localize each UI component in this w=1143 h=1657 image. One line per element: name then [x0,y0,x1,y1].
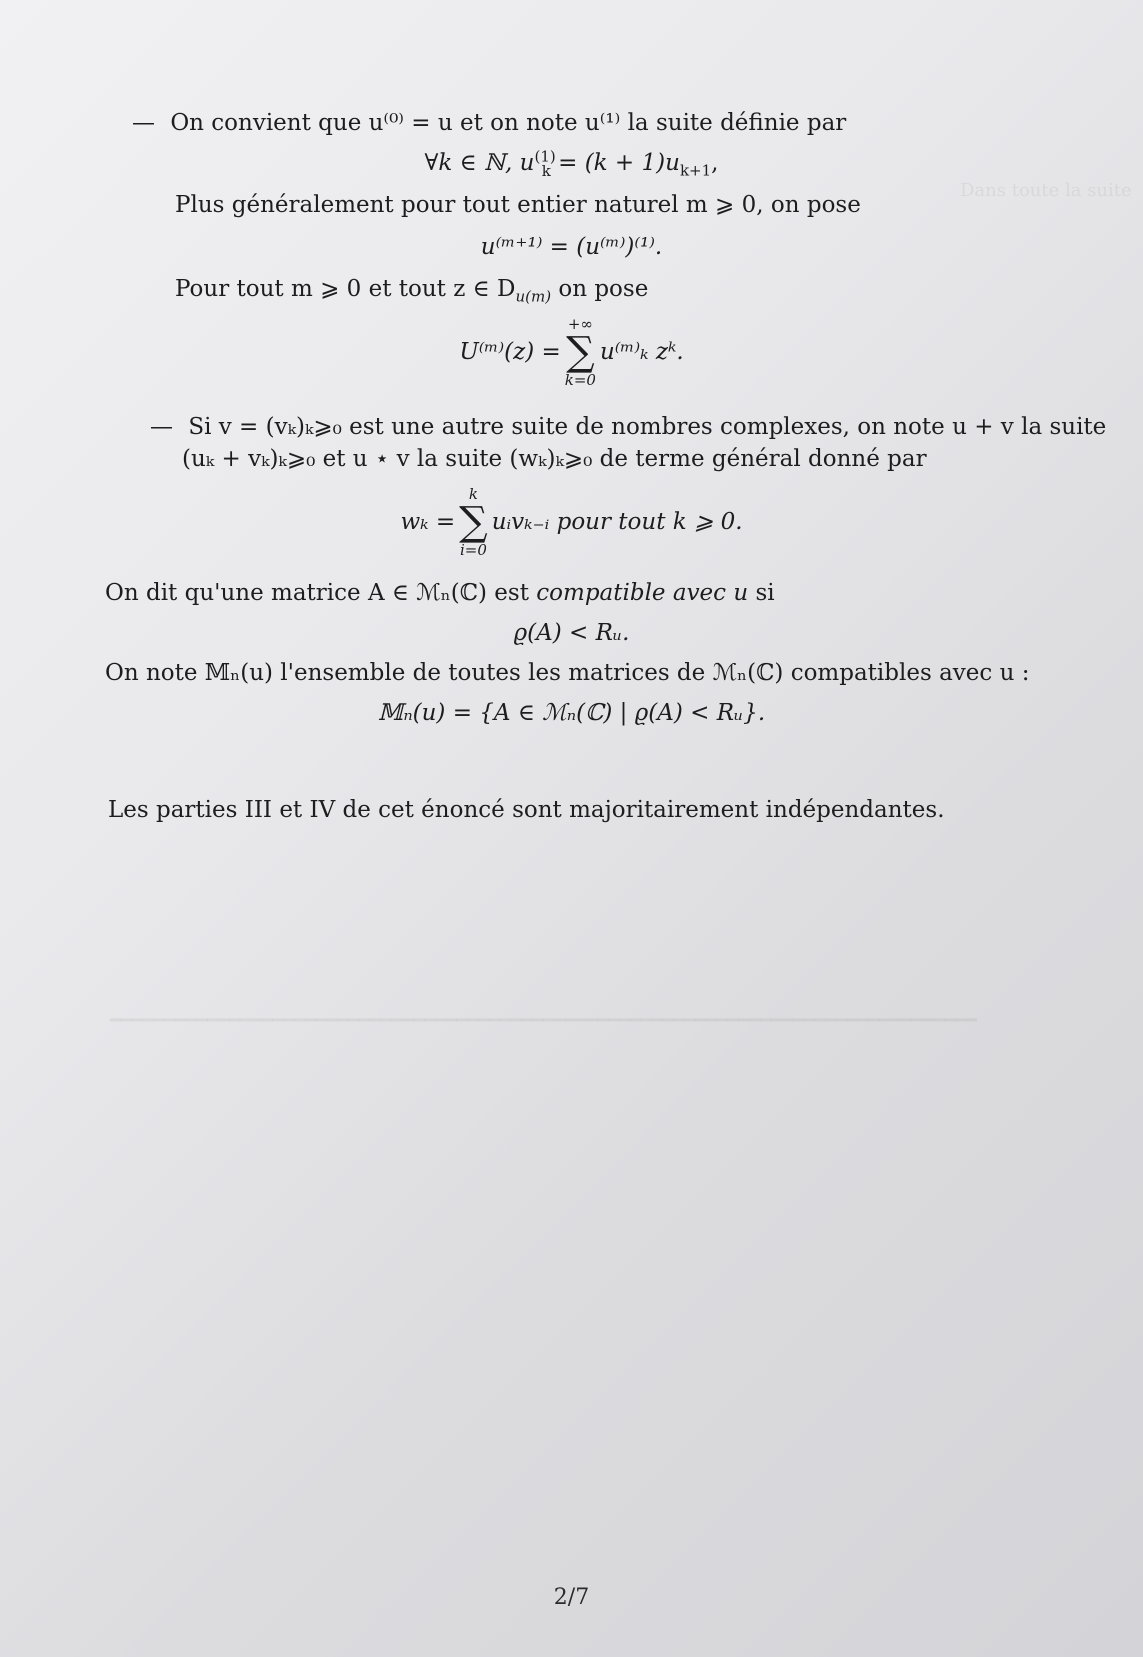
sum-symbol: +∞ ∑ k=0 [564,315,596,389]
formula-u1: ∀k ∈ ℕ, $u^{(1)}_k = (k + 1)u_{k+1}$, [424,147,719,180]
sum-symbol-2: k ∑ i=0 [459,485,488,559]
parties-note: Les parties III et IV de cet énoncé sont majoritairement indépendantes. [108,797,945,823]
compat-definition: On dit qu'une matrice A ∈ ℳₙ(ℂ) est compatible avec u si [105,580,775,606]
pose-statement: Pour tout m ⩾ 0 et tout z ∈ $D_{u(m)}$ on pose [175,276,649,306]
bleed-through-text: Dans toute la suite [960,180,1132,201]
bullet1-dash: — [132,110,155,136]
formula-w-k: wₖ = k ∑ i=0 uᵢvₖ₋ᵢ pour tout k ⩾ 0. [400,485,743,559]
formula-Mn: 𝕄ₙ(u) = {A ∈ ℳₙ(ℂ) | ϱ(A) < Rᵤ}. [377,700,766,726]
bullet2-dash: — [150,414,173,440]
bullet1-line [132,108,846,138]
bullet2-line1: — Si v = (vₖ)ₖ⩾₀ est une autre suite de nombres complexes, on note u + v la suite [150,414,1107,440]
bullet2-line2: (uₖ + vₖ)ₖ⩾₀ et u ⋆ v la suite (wₖ)ₖ⩾₀ de terme général donné par [182,446,927,472]
formula-rho: ϱ(A) < Rᵤ. [513,620,630,646]
formula-U-m: U⁽ᵐ⁾(z) = +∞ ∑ k=0 u⁽ᵐ⁾ₖ zᵏ. [459,315,684,389]
bleed-through-lines: ━━━━━━━━━━━━━━━━━━━━━━━━━━━━━━━━━━━━━━━━━━━━━━━━━━━━━━━━━━━━━━━━━━━━━━━━━━━━━━━━ [110,1010,977,1031]
ensemble-statement: On note 𝕄ₙ(u) l'ensemble de toutes les matrices de ℳₙ(ℂ) compatibles avec u : [105,660,1030,686]
page-number: 2/7 [553,1585,590,1610]
general-statement: Plus généralement pour tout entier naturel m ⩾ 0, on pose [175,192,861,218]
bullet1-intro: On convient que u⁽⁰⁾ = u et on note u⁽¹⁾ la suite définie par [170,110,847,136]
formula-u-m-plus-1: u⁽ᵐ⁺¹⁾ = (u⁽ᵐ⁾)⁽¹⁾. [480,234,663,260]
